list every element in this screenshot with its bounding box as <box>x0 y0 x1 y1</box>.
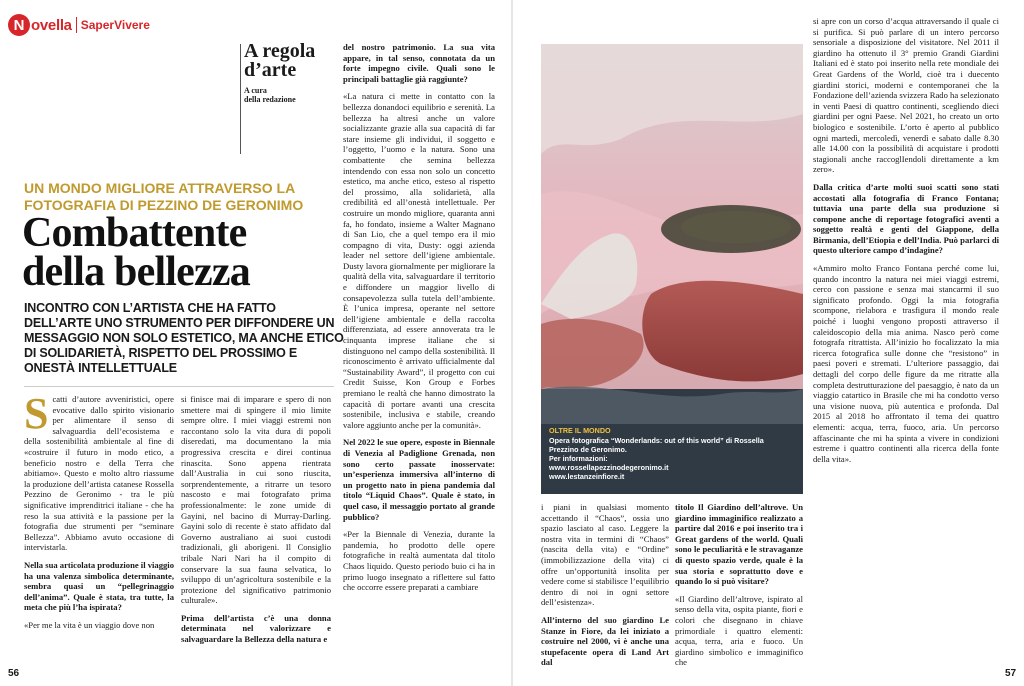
caption-info-label: Per informazioni: <box>549 454 608 463</box>
paragraph: «La natura ci mette in contatto con la bellezza donandoci equilibrio e serenità. La bellezza ha altresì anche un valore socializzante grazie alla sua capacità di far stare insieme gli individui, il soggetto e l’oggetto, l’uomo e la natura. Sono una combattente che semina bellezza intendendo con essa non solo un concetto estetico, ma anche etico, esteso al rispetto del prossimo, alla solidarietà, alla credibilità ed all’onestà intellettuale. Per costruire un mondo migliore, quaranta anni fa, ho fondato, insieme a Walter Magnano di San Lio, che a quel tempo era il mio compagno di vita, Dusty: oggi azienda leader nel settore dell’igiene ambientale. Dusty lavora giornalmente per migliorare la qualità della vita, salvaguardare il territorio e diffondere un maggior livello di consapevolezza sulla tutela dell’ambiente. È l’unica impresa, operante nel settore dell’igiene ambientale e della raccolta differenziata, ad essere annoverata tra le cinquanta imprese italiane che si distinguono nel campo della sostenibilità. Il riconoscimento è arrivato ufficialmente dal “Sustainability Award”, il progetto con cui Credit Suisse, Kon Group e Forbes premiano le realtà che hanno dimostrato la capacità di portare avanti una crescita sostenibile, inclusiva e stabile, creando valore aggiunto anche per la comunità». <box>343 91 495 430</box>
logo-wordmark: ovella <box>31 16 72 34</box>
headline: Combattente della bellezza <box>22 210 250 295</box>
column-2 <box>181 394 331 652</box>
rubric-title: A regola d’arte <box>244 40 316 81</box>
caption-url-1[interactable]: www.rossellapezzinodegeronimo.it <box>549 463 669 472</box>
right-page <box>513 0 1024 686</box>
question: All’interno del suo giardino Le Stanze in Fiore, da lei iniziato a costruire nel 2000, vi è anche una stupefacente opera di Land Art dal <box>541 614 669 668</box>
subheadline: INCONTRO CON L’ARTISTA CHE HA FATTO DELL’ARTE UNO STRUMENTO PER DIFFONDERE UN MESSAGGIO NON SOLO ESTETICO, MA ANCHE ETICO DI SOLIDARIETÀ, RISPETTO DEL PROSSIMO E ONESTÀ INTELLETTUALE <box>24 301 344 375</box>
column-5 <box>675 502 803 675</box>
section-name: SaperVivere <box>80 18 150 32</box>
caption-tag: OLTRE IL MONDO <box>549 426 611 435</box>
magazine-brand <box>8 12 150 38</box>
paragraph: si apre con un corso d’acqua attraversando il quale ci si purifica. Si può parlare di un intero percorso sensoriale a disposizione del visitatore. Nel 2011 il giardino ha ottenuto il 3° premio Grandi Giardini Italiani ed è stato poi inserito nella rete mondiale dei Great Gardens of the World, cioè tra i duecento giardini storici, moderni e contemporanei che la Fondazione dell’azienda svizzera Rado ha selezionato in venti Paesi di quattro continenti, scegliendo dieci giardini per ogni Paese. Nel 2021, ho creato un orto biologico e sostenibile. L’orto è aperto al pubblico ogni martedì, mercoledì, venerdì e sabato dalle 8.30 alle 14.00 con la possibilità di acquistare i prodotti stagionali anche raccoglIendoli direttamente a km zero». <box>813 16 999 175</box>
paragraph: «Ammiro molto Franco Fontana perché come lui, quando incontro la natura nei miei viaggi estremi, cerco con passione e senza mai stancarmi il suo significato profondo. Oggi la mia fotografia scompone, rielabora e trasfigura il mondo reale poiché i luoghi vengono proposti attraverso il caleidoscopio della mia anima. Nasco però come fotografa ritrattista. All’inizio ho focalizzato la mia ricerca fotografica sulle donne che “resistono” in paesi poveri e stremati. L’ulteriore passaggio, dai dettagli del corpo delle figure da me ritratte alla completa destrutturazione del paesaggio, è nato da un viaggio catartico in Brasile che mi ha condotto verso una visione nuova, più autentica e profonda. Dal 2015 al 2018 ho affrontato il tema dei quattro elementi: acqua, terra, fuoco, aria. Un percorso affascinante che mi ha spinta a vivere in condizioni estreme i quattro continenti alla ricerca della fonte della vita». <box>813 263 999 464</box>
question: del nostro patrimonio. La sua vita appare, in tal senso, connotata da un forte impegno civile. Quali sono le principali battaglie già raggiunte? <box>343 42 495 84</box>
question: titolo Il Giardino dell’altrove. Un giardino immaginifico realizzato a partire dal 2016 e poi inserito tra i Great gardens of the world. Quali sono le peculiarità e le stravaganze di questo spazio verde, quale è la sua storia e soprattutto dove e quando lo si può visitare? <box>675 502 803 587</box>
logo-circle: N <box>8 14 30 36</box>
paragraph: Scatti d’autore avveniristici, opere evocative dallo spirito visionario per alimentare il senso di salvaguardia dell’ecosistema e della sostenibilità ambientale al fine di «costruire il futuro in modo etico, a beneficio nostro e della Terra che abitiamo». Questo e molto altro riassume la produzione dell’artista catanese Rossella Pezzino de Geronimo - tra le più significative imprenditrici italiane - che ha reso la sua attività e la passione per la fotografia due strumenti per “seminare Bellezza”. Abbiamo avuto occasione di intervistarla. <box>24 389 174 553</box>
column-1 <box>24 389 174 637</box>
left-page <box>0 0 511 686</box>
landscape-photo <box>541 44 803 494</box>
drop-cap: S <box>24 389 49 438</box>
divider <box>24 386 334 387</box>
paragraph: «Per me la vita è un viaggio dove non <box>24 619 155 630</box>
rubric-box <box>244 42 336 104</box>
caption-text: Opera fotografica “Wonderlands: out of this world” di Rossella Prezzino de Geronimo. <box>549 436 764 454</box>
paragraph: «Il Giardino dell’altrove, ispirato al senso della vita, ospita piante, fiori e colori che disegnano in chiave primordiale i quattro elementi: acqua, terra, aria e fuoco. Un giardino simbolico e immaginifico che <box>675 593 803 668</box>
question: Nel 2022 le sue opere, esposte in Biennale di Venezia al Padiglione Grenada, non sono certo passate inosservate: un’esperienza immersiva all’interno di un progetto nato in piena pandemia dal titolo “Liquid Chaos”. Quale è stato, in quel caso, il messaggio portato al grande pubblico? <box>343 437 495 522</box>
paragraph: «Per la Biennale di Venezia, durante la pandemia, ho prodotto delle opere fotografiche in realtà aumentata dal titolo Chaos liquido. Questo periodo buio ci ha in primo luogo insegnato a riflettere sul fatto che occorre essere preparati a cambiare <box>343 529 495 593</box>
page-number: 56 <box>8 668 20 679</box>
caption-url-2[interactable]: www.lestanzeinfiore.it <box>549 472 625 481</box>
kicker: UN MONDO MIGLIORE ATTRAVERSO LA FOTOGRAFIA DI PEZZINO DE GERONIMO <box>24 180 304 213</box>
paragraph: i piani in qualsiasi momento accettando il “Chaos”, ossia uno spazio lasciato al caso. Leggere la nostra vita in termini di “Chaos” (nascita della vita) e “Ordine” (immobilizzazione della vita) ci offre un’opportunità insolita per vedere come si stabilisce l’equilibrio dentro di noi in ogni settore dell’esistenza». <box>541 502 669 608</box>
column-4 <box>541 502 669 675</box>
photo-caption <box>549 426 779 481</box>
question: Dalla critica d’arte molti suoi scatti sono stati accostati alla fotografia di Franco Fontana; tuttavia una parte della sua produzione si compone anche di reportage fotografici aventi a soggetto realtà e genti del Giappone, della Birmania, dell’Etiopia e dell’India. Può parlarci di questo ulteriore campo d’indagine? <box>813 181 999 256</box>
column-rule <box>240 44 241 154</box>
column-6 <box>813 16 999 471</box>
question: Nella sua articolata produzione il viaggio ha una valenza simbolica determinante, sembra quasi un “pellegrinaggio dell’anima”. Quale è stata, tra tutte, la meta che più l’ha ispirata? <box>24 559 174 613</box>
rubric-credit: A cura della redazione <box>244 86 296 104</box>
logo-divider <box>76 17 77 33</box>
page-number: 57 <box>1005 668 1017 679</box>
column-3 <box>343 42 495 600</box>
paragraph: si finisce mai di imparare e spero di non smettere mai di spingere il mio limite sempre oltre. I miei viaggi estremi non raccontano solo la vita dura di popoli diseredati, ma documentano la mia progressiva crescita e direi continua rinascita. Sono appena rientrata dall’Australia in cui sono riuscita, sorprendentemente, a ritrarre un tesoro nascosto e mai fotografato prima professionalmente: le zone umide di Gayini, nel bacino di Murray-Darling. Gayini solo di recente è stato affidato dal Governo australiano ai suoi custodi tradizionali, gli aborigeni. Il Consiglio tribale Nari Nari ha il compito di conservare la sua fauna selvatica, lo sviluppo di un’agricoltura sostenibile e la protezione del significativo patrimonio culturale». <box>181 394 331 606</box>
question: Prima dell’artista c’è una donna determinata nel valorizzare e salvaguardare la Bellezza della natura e <box>181 612 331 645</box>
